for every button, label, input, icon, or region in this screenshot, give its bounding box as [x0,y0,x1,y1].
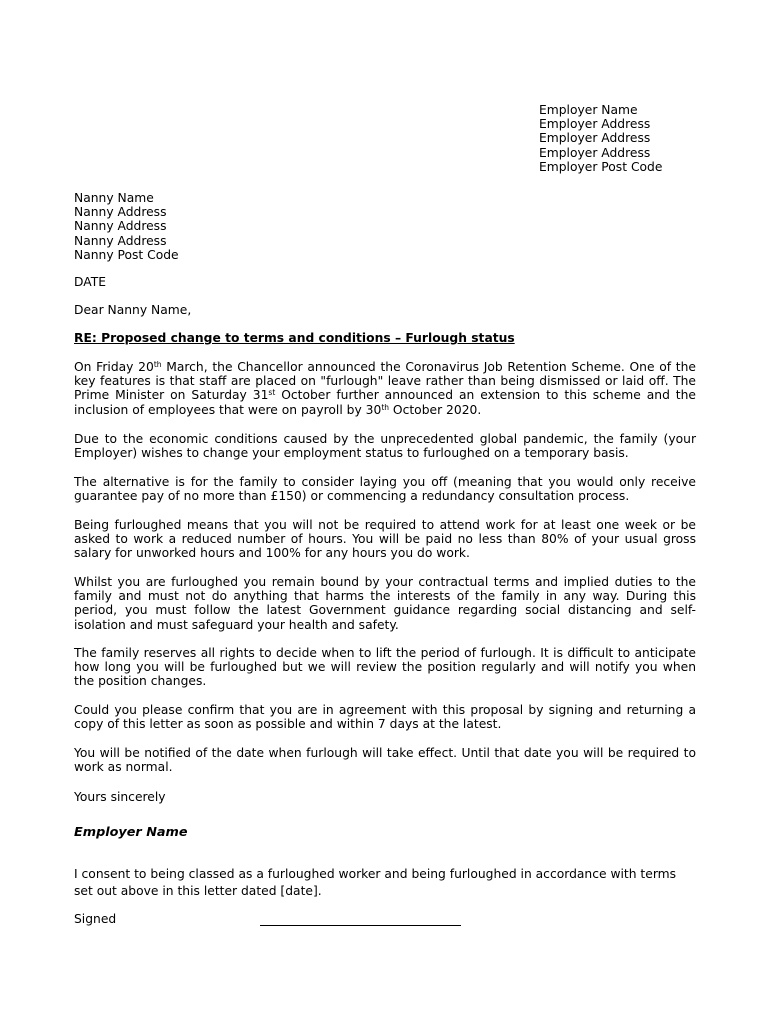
p1-text-b: March, the Chancellor announced the Coronavirus Job Retention Scheme. One of the key features is that staff are placed on "furlough" leave rather than being dismissed or laid off. The Prime Minister on Saturday 31 [74,360,696,403]
nanny-address-line-2: Nanny Address [74,219,167,234]
p1-sup-c: th [381,402,390,412]
p1-text-a: On Friday 20 [74,360,154,374]
employer-address-line-1: Employer Address [539,117,651,132]
paragraph-alternative: The alternative is for the family to consider laying you off (meaning that you would only receive guarantee pay of no more than £150) or commencing a redundancy consultation process. [74,475,696,504]
paragraph-lift-period: The family reserves all rights to decide when to lift the period of furlough. It is difficult to anticipate how long you will be furloughed but we will review the position regularly and will notify you when the position changes. [74,646,696,689]
signature-line [260,925,461,926]
paragraph-confirm-agreement: Could you please confirm that you are in agreement with this proposal by signing and returning a copy of this letter as soon as possible and within 7 days at the latest. [74,703,696,732]
employer-name: Employer Name [539,103,638,117]
nanny-name: Nanny Name [74,191,154,205]
paragraph-furlough-scheme [74,360,696,417]
consent-statement: I consent to being classed as a furloughed worker and being furloughed in accordance with terms set out above in this letter dated [date]. [74,867,677,898]
nanny-address-line-3: Nanny Address [74,233,167,248]
salutation: Dear Nanny Name, [74,303,192,317]
p1-sup-b: st [268,388,276,398]
employer-address-block [539,103,662,174]
paragraph-contractual-duties: Whilst you are furloughed you remain bound by your contractual terms and implied duties to the family and must not do anything that harms the interests of the family in any way. During this period, you must follow the latest Government guidance regarding social distancing and self-isolation and must safeguard your health and safety. [74,575,696,632]
closing-line: Yours sincerely [74,790,166,804]
paragraph-economic-conditions: Due to the economic conditions caused by the unprecedented global pandemic, the family (your Employer) wishes to change your employment status to furloughed on a temporary basis. [74,432,696,461]
nanny-post-code: Nanny Post Code [74,247,179,262]
date-line: DATE [74,275,106,289]
nanny-address-block [74,191,179,262]
p1-sup-a: th [153,360,162,369]
p1-text-d: October 2020. [389,402,482,417]
nanny-address-line-1: Nanny Address [74,205,167,220]
paragraph-notification: You will be notified of the date when furlough will take effect. Until that date you will be required to work as normal. [74,746,696,775]
signatory-name: Employer Name [74,825,188,840]
employer-address-line-3: Employer Address [539,145,651,160]
employer-post-code: Employer Post Code [539,159,663,174]
subject-heading: RE: Proposed change to terms and conditions – Furlough status [74,331,515,345]
signed-label: Signed [74,912,117,926]
paragraph-furlough-meaning: Being furloughed means that you will not be required to attend work for at least one week or be asked to work a reduced number of hours. You will be paid no less than 80% of your usual gross salary for unworked hours and 100% for any hours you do work. [74,518,696,561]
p1-text-c: October further announced an extension to this scheme and the inclusion of employees that were on payroll by 30 [74,388,696,417]
employer-address-line-2: Employer Address [539,131,651,146]
